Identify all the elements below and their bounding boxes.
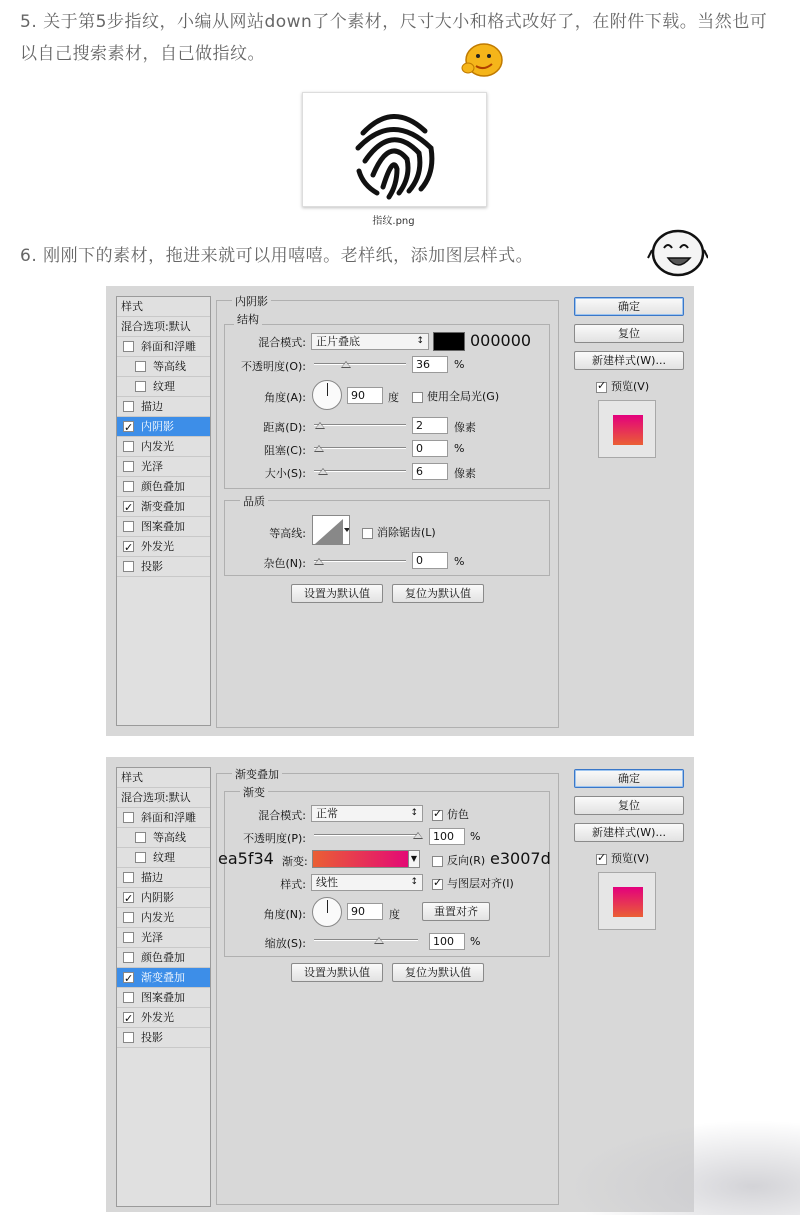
checkbox[interactable] [123, 912, 134, 923]
checkbox[interactable] [123, 441, 134, 452]
gradient-section-title: 渐变 [240, 784, 268, 800]
panel-title: 内阴影 [232, 293, 271, 309]
step5-text: 5. 关于第5步指纹，小编从网站down了个素材，尺寸大小和格式改好了，在附件下载。当然也可以自己搜索素材，自己做指纹。 [20, 12, 768, 64]
sidebar-item-bevel[interactable]: 斜面和浮雕 [117, 808, 210, 828]
style-sidebar [116, 296, 211, 726]
sidebar-item-pattern-overlay[interactable]: 图案叠加 [117, 988, 210, 1008]
sidebar-item-contour[interactable]: 等高线 [117, 357, 210, 377]
contour-label: 等高线: [269, 527, 306, 540]
step6-text: 6. 刚刚下的素材，拖进来就可以用嘻嘻。老样纸，添加图层样式。 [20, 246, 534, 266]
choke-slider[interactable] [314, 447, 406, 449]
sidebar-item-drop-shadow[interactable]: 投影 [117, 557, 210, 577]
align-layer-checkbox[interactable]: ✓ 与图层对齐(I) [432, 875, 514, 891]
checkbox-checked[interactable] [123, 421, 134, 432]
style-preview [598, 400, 656, 458]
degree-unit: 度 [388, 391, 399, 404]
slider-thumb[interactable] [341, 361, 351, 368]
sidebar-item-stroke[interactable]: 描边 [117, 397, 210, 417]
checkbox[interactable] [432, 856, 443, 867]
reset-button[interactable]: 复位 [574, 324, 684, 343]
checkbox[interactable] [123, 561, 134, 572]
gradient-end-annotation: e3007d [490, 849, 551, 868]
sidebar-item-inner-shadow[interactable]: ✓ 内阴影 [117, 417, 210, 437]
sidebar-item-drop-shadow[interactable]: 投影 [117, 1028, 210, 1048]
pixel-unit: 像素 [454, 467, 476, 480]
size-label: 大小(S): [264, 467, 306, 480]
panel-title: 渐变叠加 [232, 766, 282, 782]
distance-field[interactable]: 2 [412, 417, 448, 434]
blend-mode-select[interactable]: 正常 ↕ [311, 805, 423, 822]
opacity-slider[interactable] [314, 363, 406, 365]
structure-title: 结构 [234, 311, 262, 327]
blend-mode-label: 混合模式: [258, 809, 306, 822]
checkbox[interactable] [135, 381, 146, 392]
contour-curve-icon [313, 516, 350, 545]
degree-unit: 度 [389, 908, 400, 921]
angle-field[interactable]: 90 [347, 903, 383, 920]
scale-slider[interactable] [314, 939, 418, 941]
make-default-button[interactable]: 设置为默认值 [291, 963, 383, 982]
contour-picker[interactable] [312, 515, 350, 545]
preview-checkbox[interactable]: ✓预览(V) [596, 378, 649, 394]
sidebar-item-satin[interactable]: 光泽 [117, 928, 210, 948]
reset-default-button[interactable]: 复位为默认值 [392, 963, 484, 982]
dither-checkbox[interactable]: ✓ 仿色 [432, 806, 469, 822]
reset-button[interactable]: 复位 [574, 796, 684, 815]
new-style-button[interactable]: 新建样式(W)... [574, 823, 684, 842]
sidebar-item-color-overlay[interactable]: 颜色叠加 [117, 948, 210, 968]
updown-arrow-icon: ↕ [410, 877, 418, 887]
slider-thumb[interactable] [314, 558, 324, 565]
checkbox[interactable] [123, 401, 134, 412]
sidebar-blend-options[interactable]: 混合选项:默认 [117, 788, 210, 808]
gradient-start-annotation: ea5f34 [218, 849, 274, 868]
sidebar-item-pattern-overlay[interactable]: 图案叠加 [117, 517, 210, 537]
checkbox-checked[interactable] [123, 1012, 134, 1023]
checkbox[interactable] [123, 481, 134, 492]
percent-unit: % [454, 442, 465, 455]
slider-thumb[interactable] [314, 445, 324, 452]
make-default-button[interactable]: 设置为默认值 [291, 584, 383, 603]
angle-dial[interactable] [312, 380, 342, 410]
updown-arrow-icon: ↕ [416, 336, 424, 346]
sidebar-item-bevel[interactable]: 斜面和浮雕 [117, 337, 210, 357]
sidebar-item-outer-glow[interactable]: ✓ 外发光 [117, 537, 210, 557]
checkbox-checked[interactable] [596, 382, 607, 393]
sidebar-item-texture[interactable]: 纹理 [117, 848, 210, 868]
percent-unit: % [470, 935, 481, 948]
checkbox[interactable] [123, 812, 134, 823]
percent-unit: % [454, 358, 465, 371]
choke-field[interactable]: 0 [412, 440, 448, 457]
percent-unit: % [470, 830, 481, 843]
choke-label: 阻塞(C): [264, 444, 306, 457]
sidebar-title: 样式 [117, 297, 210, 317]
slider-thumb[interactable] [413, 832, 423, 839]
opacity-field[interactable]: 100 [429, 828, 465, 845]
noise-slider[interactable] [314, 560, 406, 562]
opacity-label: 不透明度(O): [241, 360, 306, 373]
checkbox[interactable] [123, 1032, 134, 1043]
checkbox[interactable] [123, 992, 134, 1003]
reset-default-button[interactable]: 复位为默认值 [392, 584, 484, 603]
checkbox[interactable] [123, 932, 134, 943]
distance-label: 距离(D): [263, 421, 306, 434]
sidebar-item-color-overlay[interactable]: 颜色叠加 [117, 477, 210, 497]
sidebar-item-satin[interactable]: 光泽 [117, 457, 210, 477]
slider-thumb[interactable] [374, 937, 384, 944]
ok-button[interactable]: 确定 [574, 297, 684, 316]
color-hex-annotation: 000000 [470, 331, 532, 350]
angle-dial[interactable] [312, 897, 342, 927]
laughing-sticker-icon [646, 228, 708, 278]
quality-title: 品质 [240, 493, 268, 509]
gradient-label: 渐变: [282, 855, 308, 868]
new-style-button[interactable]: 新建样式(W)... [574, 351, 684, 370]
gradient-picker[interactable] [312, 850, 420, 868]
angle-field[interactable]: 90 [347, 387, 383, 404]
size-field[interactable]: 6 [412, 463, 448, 480]
style-preview [598, 872, 656, 930]
distance-slider[interactable] [314, 424, 406, 426]
sidebar-title: 样式 [117, 768, 210, 788]
percent-unit: % [454, 555, 465, 568]
checkbox-checked[interactable] [123, 541, 134, 552]
sidebar-item-gradient-overlay[interactable]: ✓ 渐变叠加 [117, 497, 210, 517]
sidebar-item-inner-glow[interactable]: 内发光 [117, 437, 210, 457]
checkbox[interactable] [123, 521, 134, 532]
checkbox[interactable] [412, 392, 423, 403]
scale-label: 缩放(S): [264, 937, 306, 950]
slider-thumb[interactable] [318, 468, 328, 475]
opacity-label: 不透明度(P): [243, 832, 306, 845]
preview-swatch [613, 887, 643, 917]
checkbox[interactable] [135, 361, 146, 372]
preview-checkbox[interactable]: ✓预览(V) [596, 850, 649, 866]
noise-field[interactable]: 0 [412, 552, 448, 569]
noise-label: 杂色(N): [263, 557, 306, 570]
checkbox-checked[interactable] [596, 854, 607, 865]
sidebar-item-texture[interactable]: 纹理 [117, 377, 210, 397]
fingerprint-thumbnail [302, 92, 487, 207]
checkbox-checked[interactable] [123, 892, 134, 903]
style-sidebar [116, 767, 211, 1207]
style-label: 样式: [280, 878, 306, 891]
checkbox[interactable] [123, 341, 134, 352]
sidebar-item-contour[interactable]: 等高线 [117, 828, 210, 848]
sidebar-item-stroke[interactable]: 描边 [117, 868, 210, 888]
checkbox[interactable] [123, 461, 134, 472]
checkbox[interactable] [135, 852, 146, 863]
checkbox-checked[interactable] [123, 501, 134, 512]
fingerprint-caption: 指纹.png [372, 216, 415, 227]
checkbox[interactable] [362, 528, 373, 539]
layer-style-dialog-inner-shadow [106, 286, 694, 736]
dropdown-arrow-icon[interactable]: ▼ [408, 850, 420, 868]
shadow-color-swatch[interactable] [433, 332, 465, 351]
global-light-checkbox[interactable]: 使用全局光(G) [412, 388, 499, 404]
reverse-checkbox[interactable]: 反向(R) [432, 852, 485, 868]
preview-swatch [613, 415, 643, 445]
checkbox[interactable] [123, 872, 134, 883]
sidebar-blend-options[interactable]: 混合选项:默认 [117, 317, 210, 337]
sidebar-item-inner-glow[interactable]: 内发光 [117, 908, 210, 928]
reset-align-button[interactable]: 重置对齐 [422, 902, 490, 921]
opacity-field[interactable]: 36 [412, 356, 448, 373]
slider-thumb[interactable] [315, 422, 325, 429]
pixel-unit: 像素 [454, 421, 476, 434]
sidebar-item-gradient-overlay[interactable]: ✓ 渐变叠加 [117, 968, 210, 988]
checkbox-checked[interactable] [123, 972, 134, 983]
angle-label: 角度(N): [263, 908, 306, 921]
checkbox-checked[interactable] [432, 810, 443, 821]
anti-alias-checkbox[interactable]: 消除锯齿(L) [362, 524, 436, 540]
size-slider[interactable] [314, 470, 406, 472]
blend-mode-label: 混合模式: [258, 336, 306, 349]
sidebar-item-outer-glow[interactable]: ✓ 外发光 [117, 1008, 210, 1028]
ok-button[interactable]: 确定 [574, 769, 684, 788]
checkbox[interactable] [135, 832, 146, 843]
updown-arrow-icon: ↕ [410, 808, 418, 818]
decorative-shadow [565, 1120, 800, 1215]
smiley-sticker-icon [458, 40, 506, 80]
fingerprint-icon [303, 93, 486, 206]
opacity-slider[interactable] [314, 834, 418, 836]
sidebar-item-inner-shadow[interactable]: ✓ 内阴影 [117, 888, 210, 908]
scale-field[interactable]: 100 [429, 933, 465, 950]
checkbox-checked[interactable] [432, 879, 443, 890]
angle-label: 角度(A): [264, 391, 306, 404]
style-select[interactable]: 线性 ↕ [311, 874, 423, 891]
checkbox[interactable] [123, 952, 134, 963]
blend-mode-select[interactable]: 正片叠底 ↕ [311, 333, 429, 350]
